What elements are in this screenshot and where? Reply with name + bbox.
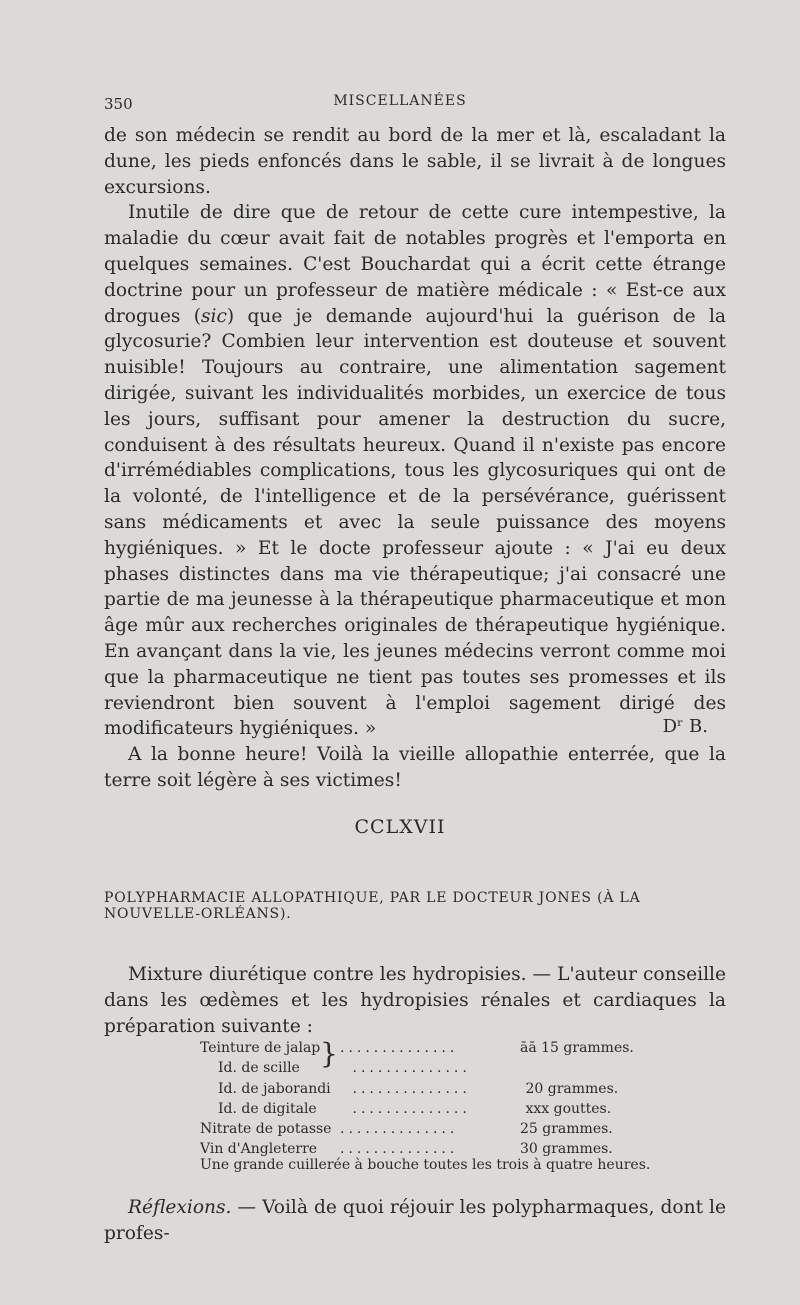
paragraph-text: ) que je demande aujourd'hui la guérison de la glycosurie? Combien leur intervention est douteuse et souvent nuisible! Toujours au contraire, une alimentation sagement dirigée, suivant les individualités morbides, un exercice de tous les jours, suffisant pour amener la destruction du sucre, conduisent à des résultats heureux. Quand il n'existe pas encore d'irrémédiables complications, tous les glycosuriques qui ont de la volonté, de l'intelligence et de la persévérance, guérissent sans médicaments et avec la seule puissance des moyens hygiéniques. » Et le docte professeur ajoute : « J'ai eu deux phases distinctes dans ma vie thérapeutique; j'ai consacré une partie de ma jeunesse à la thérapeutique pharmaceutique et mon âge mûr aux recherches originales de thérapeutique hygiénique. En avançant dans la vie, les jeunes médecins verront comme moi que la pharmaceutique ne tient pas toutes ses promesses et ils reviendront bien souvent à l'emploi sagement dirigé des modificateurs hygiéniques. »: [104, 305, 726, 740]
body-text-mixture: [104, 962, 726, 1039]
ingredient-name: Id. de scille: [218, 1060, 300, 1077]
body-text-reflexions: [104, 1195, 726, 1247]
recipe-row: [200, 1038, 660, 1058]
page-number: 350: [104, 95, 133, 113]
leader-dots: ..............: [340, 1121, 459, 1138]
ingredient-qty: 30 grammes.: [520, 1141, 613, 1158]
ingredient-qty: āā 15 grammes.: [520, 1040, 634, 1056]
reflexions-text: — Voilà de quoi réjouir les polypharmaques, dont le profes-: [104, 1197, 726, 1244]
ingredient-name: Vin d'Angleterre: [200, 1141, 318, 1158]
leader-dots: ..............: [352, 1100, 471, 1117]
recipe-note: Une grande cuillerée à bouche toutes les trois à quatre heures.: [200, 1157, 651, 1173]
paragraph-continuation: de son médecin se rendit au bord de la mer et là, escaladant la dune, les pieds enfoncés dans le sable, il se livrait à de longues excursions.: [104, 125, 726, 198]
ingredient-name: Id. de jaborandi: [218, 1080, 331, 1097]
leader-dots: ..............: [352, 1080, 471, 1097]
ingredient-qty: 25 grammes.: [520, 1121, 613, 1138]
paragraph-reflexions: [104, 1195, 726, 1247]
reflexions-label: Réflexions.: [128, 1197, 232, 1218]
recipe-row: [200, 1058, 660, 1078]
brace-mark: }: [320, 1037, 338, 1070]
section-title: POLYPHARMACIE ALLOPATHIQUE, PAR LE DOCTEUR JONES (À LA NOUVELLE-ORLÉANS).: [104, 890, 641, 922]
ingredient-qty: 20 grammes.: [525, 1080, 619, 1097]
paragraph-bouchardat: [104, 200, 726, 742]
section-number: CCLXVII: [354, 816, 446, 838]
leader-dots: ..............: [352, 1060, 471, 1077]
recipe-row: [200, 1099, 660, 1119]
signature: Dʳ B.: [662, 716, 708, 737]
leader-dots: ..............: [340, 1141, 459, 1158]
recipe-row: [200, 1119, 660, 1139]
recipe-row: [200, 1079, 660, 1099]
ingredient-qty: [525, 1058, 660, 1078]
ingredient-name: Teinture de jalap: [200, 1040, 321, 1056]
ingredient-name: Id. de digitale: [218, 1100, 317, 1117]
ingredient-qty: xxx gouttes.: [525, 1100, 612, 1117]
running-head: MISCELLANÉES: [333, 93, 467, 109]
recipe-table: [200, 1038, 660, 1160]
sic-text: sic: [200, 305, 227, 327]
body-text-top: [104, 123, 726, 794]
paragraph-text: Inutile de dire que de retour de cette cure intempestive, la maladie du cœur avait fait de notables progrès et l'emporta en quelques semaines. C'est Bouchardat qui a écrit cette étrange doctrine pour un professeur de matière médicale : « Est-ce aux drogues (: [104, 202, 726, 327]
paragraph-conclusion: A la bonne heure! Voilà la vieille allopathie enterrée, que la terre soit légère à ses victimes!: [104, 744, 726, 791]
ingredient-name: Nitrate de potasse: [200, 1121, 332, 1138]
paragraph-mixture: Mixture diurétique contre les hydropisies. — L'auteur conseille dans les œdèmes et les hydropisies rénales et cardiaques la préparation suivante :: [104, 964, 726, 1037]
leader-dots: ..............: [340, 1040, 459, 1056]
